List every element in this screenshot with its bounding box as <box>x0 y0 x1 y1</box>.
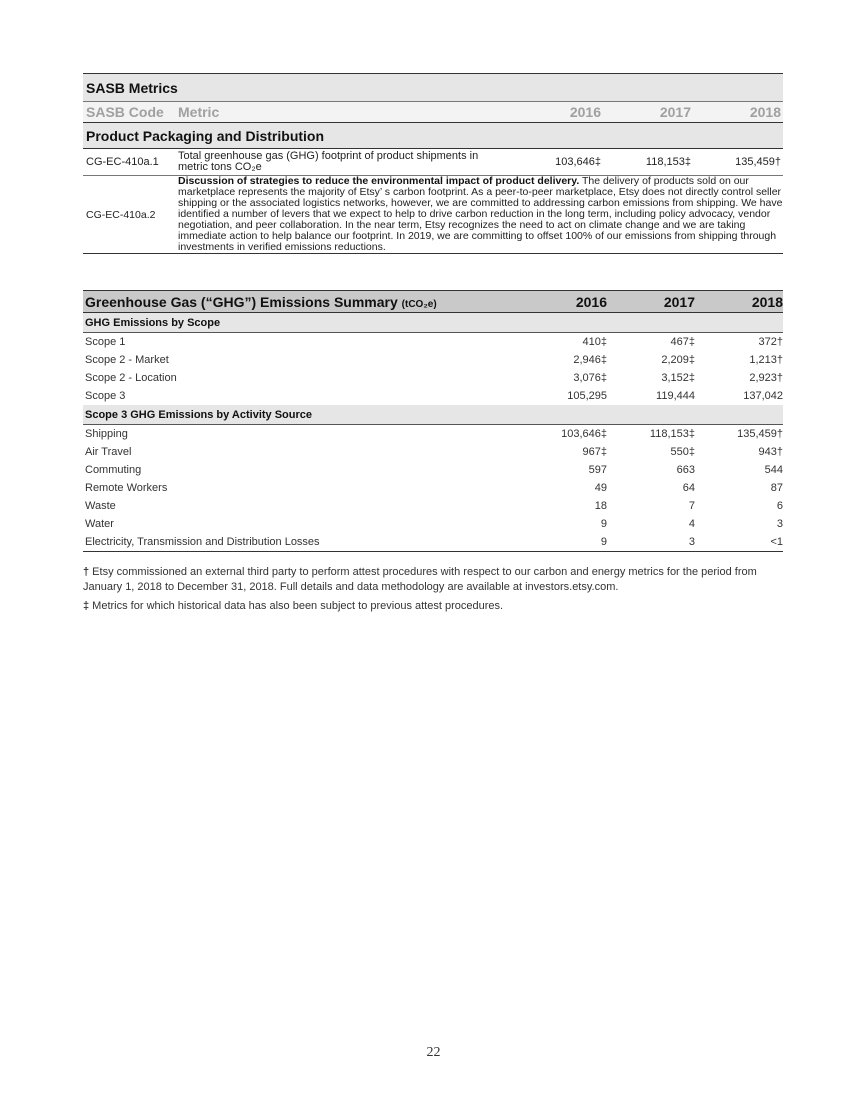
row-2016: 3,076‡ <box>573 372 607 384</box>
ghg-year-2016: 2016 <box>519 291 607 313</box>
ghg-year-2017: 2017 <box>607 291 695 313</box>
metric2-discussion <box>178 176 783 254</box>
header-2018: 2018 <box>693 102 783 123</box>
metric2-code: CG-EC-410a.2 <box>83 176 178 254</box>
sasb-header-row <box>83 102 783 123</box>
row-2017: 64 <box>682 482 695 494</box>
row-2016: 49 <box>594 482 607 494</box>
row-2018: 943† <box>758 446 783 458</box>
metric1-2018: 135,459† <box>693 149 783 176</box>
sasb-metrics-table <box>83 73 783 254</box>
row-2018: 2,923† <box>749 372 783 384</box>
scope-rows <box>83 333 783 406</box>
row-2016: 18 <box>594 500 607 512</box>
ghg-title-row <box>83 291 783 313</box>
table-row <box>83 351 783 369</box>
table-row <box>83 387 783 405</box>
row-label: Electricity, Transmission and Distribution Losses <box>83 533 519 552</box>
activity-rows <box>83 425 783 552</box>
metric1-2017: 118,153‡ <box>603 149 693 176</box>
row-2017: 550‡ <box>670 446 695 458</box>
table-row <box>83 461 783 479</box>
table-row <box>83 497 783 515</box>
row-label: Water <box>85 518 114 530</box>
header-2016: 2016 <box>513 102 603 123</box>
scope-header-row <box>83 313 783 333</box>
metric1-text: Total greenhouse gas (GHG) footprint of product shipments in metric tons CO₂e <box>178 149 513 176</box>
page-number: 22 <box>426 1045 441 1060</box>
row-2017: 663 <box>676 464 695 476</box>
row-2017: 3 <box>607 533 695 552</box>
dagger-text: Etsy commissioned an external third party to perform attest procedures with respect to our carbon and energy metrics for the period from January 1, 2018 to December 31, 2018. Full details and data methodology are available at investors.etsy.com. <box>83 566 757 593</box>
sasb-title-row <box>83 74 783 102</box>
metric1-2016: 103,646‡ <box>513 149 603 176</box>
ghg-summary-table <box>83 290 783 552</box>
header-sasb-code: SASB Code <box>83 102 178 123</box>
header-metric: Metric <box>178 102 513 123</box>
row-2018: <1 <box>695 533 783 552</box>
double-dagger-symbol: ‡ <box>83 600 90 612</box>
activity-header: Scope 3 GHG Emissions by Activity Source <box>83 405 783 425</box>
row-label: Air Travel <box>85 446 132 458</box>
row-2017: 467‡ <box>670 336 695 348</box>
row-label: Scope 1 <box>85 336 126 348</box>
row-2016: 105,295 <box>567 390 607 402</box>
row-2017: 2,209‡ <box>661 354 695 366</box>
row-label: Waste <box>85 500 116 512</box>
row-2018: 6 <box>776 500 783 512</box>
row-2017: 3,152‡ <box>661 372 695 384</box>
header-2017: 2017 <box>603 102 693 123</box>
row-2018: 137,042 <box>743 390 783 402</box>
row-label: Shipping <box>85 428 128 440</box>
row-2016: 9 <box>519 533 607 552</box>
row-2018: 1,213† <box>749 354 783 366</box>
row-2016: 9 <box>600 518 607 530</box>
table-row <box>83 176 783 254</box>
row-2016: 967‡ <box>582 446 607 458</box>
table-row <box>83 333 783 352</box>
row-2017: 4 <box>688 518 695 530</box>
row-2018: 87 <box>770 482 783 494</box>
row-label: Scope 2 - Market <box>85 354 169 366</box>
row-label: Scope 2 - Location <box>85 372 177 384</box>
table-row <box>83 533 783 552</box>
double-dagger-text: Metrics for which historical data has also been subject to previous attest procedures. <box>89 600 504 612</box>
table-row <box>83 443 783 461</box>
footnote-dagger <box>83 565 783 595</box>
activity-header-row <box>83 405 783 425</box>
footnote-double-dagger <box>83 599 783 614</box>
row-2016: 103,646‡ <box>561 428 607 440</box>
row-2016: 597 <box>588 464 607 476</box>
row-label: Scope 3 <box>85 390 126 402</box>
metric2-bold: Discussion of strategies to reduce the environmental impact of product delivery. <box>178 175 580 187</box>
table-row <box>83 515 783 533</box>
ghg-title <box>83 291 519 313</box>
sasb-section-row <box>83 123 783 149</box>
row-2017: 119,444 <box>656 390 695 402</box>
table-row <box>83 479 783 497</box>
dagger-symbol: † <box>83 566 90 578</box>
metric1-code: CG-EC-410a.1 <box>83 149 178 176</box>
row-2018: 372† <box>758 336 783 348</box>
row-2017: 7 <box>688 500 695 512</box>
row-2018: 3 <box>776 518 783 530</box>
row-2018: 544 <box>764 464 783 476</box>
footnotes <box>83 565 783 618</box>
sasb-section-title: Product Packaging and Distribution <box>83 123 783 149</box>
sasb-title: SASB Metrics <box>83 74 783 102</box>
ghg-title-text: Greenhouse Gas (“GHG”) Emissions Summary <box>85 293 398 310</box>
row-2017: 118,153‡ <box>649 428 695 440</box>
table-row <box>83 149 783 176</box>
metric2-text: The delivery of products sold on our marketplace represents the majority of Etsy’ s carbon footprint. As a peer-to-peer marketplace, Etsy does not directly control seller shipping or the associated logistics networks, however, we are committed to addressing carbon emissions from shipping. We have identified a number of levers that we expect to help to drive carbon reduction in the long term, including policy advocacy, vendor negotiation, and peer collaboration. In the near term, Etsy recognizes the need to act on climate change and we are taking immediate action to help balance our footprint. In 2019, we are committing to offset 100% of our emissions from shipping through investments in verified emissions reductions. <box>178 175 783 253</box>
row-2016: 410‡ <box>582 336 607 348</box>
ghg-unit: (tCO₂e) <box>401 298 437 310</box>
table-row <box>83 425 783 444</box>
row-2018: 135,459† <box>737 428 783 440</box>
row-label: Commuting <box>85 464 142 476</box>
table-row <box>83 369 783 387</box>
row-label: Remote Workers <box>85 482 168 494</box>
scope-header: GHG Emissions by Scope <box>83 313 783 333</box>
row-2016: 2,946‡ <box>573 354 607 366</box>
ghg-year-2018: 2018 <box>695 291 783 313</box>
